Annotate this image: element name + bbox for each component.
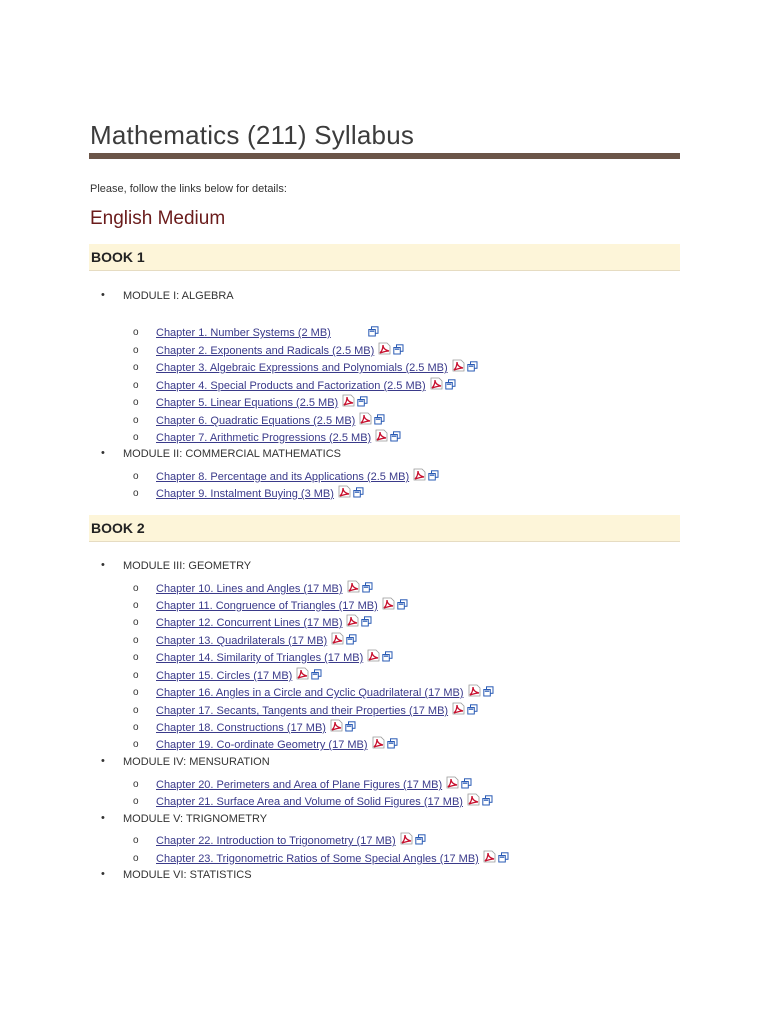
chapter-link[interactable]: Chapter 8. Percentage and its Applications (2.5 MB) <box>156 471 410 483</box>
chapter-row <box>156 687 494 700</box>
circle-bullet: o <box>133 415 139 426</box>
external-link-icon[interactable] <box>357 396 368 407</box>
pdf-icon[interactable] <box>413 468 426 481</box>
pdf-icon[interactable] <box>330 719 343 732</box>
circle-bullet: o <box>133 583 139 594</box>
pdf-icon[interactable] <box>359 412 372 425</box>
external-link-icon[interactable] <box>374 414 385 425</box>
external-link-icon[interactable] <box>461 778 472 789</box>
circle-bullet: o <box>133 327 139 338</box>
external-link-icon[interactable] <box>382 651 393 662</box>
external-link-icon[interactable] <box>346 634 357 645</box>
chapter-row <box>156 397 368 410</box>
external-link-icon[interactable] <box>361 616 372 627</box>
circle-bullet: o <box>133 397 139 408</box>
circle-bullet: o <box>133 488 139 499</box>
pdf-icon[interactable] <box>400 832 413 845</box>
chapter-link[interactable]: Chapter 6. Quadratic Equations (2.5 MB) <box>156 415 356 427</box>
pdf-icon[interactable] <box>331 632 344 645</box>
chapter-row <box>156 471 439 484</box>
pdf-icon[interactable] <box>296 667 309 680</box>
circle-bullet: o <box>133 687 139 698</box>
external-link-icon[interactable] <box>498 852 509 863</box>
chapter-link[interactable]: Chapter 15. Circles (17 MB) <box>156 670 293 682</box>
pdf-icon[interactable] <box>347 580 360 593</box>
book-label: BOOK 1 <box>91 249 145 265</box>
intro-text: Please, follow the links below for details: <box>90 183 287 195</box>
chapter-link[interactable]: Chapter 7. Arithmetic Progressions (2.5 MB) <box>156 432 372 444</box>
chapter-link[interactable]: Chapter 9. Instalment Buying (3 MB) <box>156 488 334 500</box>
chapter-row <box>156 362 478 375</box>
pdf-icon[interactable] <box>342 394 355 407</box>
pdf-icon[interactable] <box>346 614 359 627</box>
module-label: MODULE IV: MENSURATION <box>123 756 270 768</box>
chapter-link[interactable]: Chapter 5. Linear Equations (2.5 MB) <box>156 397 339 409</box>
book-label: BOOK 2 <box>91 520 145 536</box>
chapter-link[interactable]: Chapter 23. Trigonometric Ratios of Some Special Angles (17 MB) <box>156 853 479 865</box>
circle-bullet: o <box>133 652 139 663</box>
chapter-row <box>156 670 322 683</box>
chapter-row <box>156 380 456 393</box>
pdf-icon[interactable] <box>372 736 385 749</box>
chapter-row <box>156 705 478 718</box>
chapter-row <box>156 779 472 792</box>
chapter-row <box>156 739 398 752</box>
chapter-link[interactable]: Chapter 10. Lines and Angles (17 MB) <box>156 583 343 595</box>
external-link-icon[interactable] <box>467 361 478 372</box>
book-heading <box>89 515 680 542</box>
chapter-link[interactable]: Chapter 1. Number Systems (2 MB) <box>156 327 331 339</box>
pdf-icon[interactable] <box>467 793 480 806</box>
chapter-link[interactable]: Chapter 4. Special Products and Factorization (2.5 MB) <box>156 380 426 392</box>
disc-bullet: • <box>101 447 105 459</box>
chapter-row <box>156 722 356 735</box>
circle-bullet: o <box>133 670 139 681</box>
external-link-icon[interactable] <box>387 738 398 749</box>
circle-bullet: o <box>133 380 139 391</box>
chapter-row <box>156 345 404 358</box>
circle-bullet: o <box>133 853 139 864</box>
external-link-icon[interactable] <box>415 834 426 845</box>
chapter-row <box>156 415 385 428</box>
circle-bullet: o <box>133 471 139 482</box>
circle-bullet: o <box>133 705 139 716</box>
external-link-icon[interactable] <box>390 431 401 442</box>
disc-bullet: • <box>101 812 105 824</box>
external-link-icon[interactable] <box>467 704 478 715</box>
circle-bullet: o <box>133 835 139 846</box>
circle-bullet: o <box>133 796 139 807</box>
module-label: MODULE III: GEOMETRY <box>123 560 252 572</box>
external-link-icon[interactable] <box>311 669 322 680</box>
external-link-icon[interactable] <box>428 470 439 481</box>
pdf-icon[interactable] <box>452 359 465 372</box>
external-link-icon[interactable] <box>482 795 493 806</box>
chapter-link[interactable]: Chapter 19. Co-ordinate Geometry (17 MB) <box>156 739 368 751</box>
page-title: Mathematics (211) Syllabus <box>90 120 415 150</box>
chapter-link[interactable]: Chapter 20. Perimeters and Area of Plane Figures (17 MB) <box>156 779 443 791</box>
pdf-icon[interactable] <box>446 776 459 789</box>
pdf-icon[interactable] <box>382 597 395 610</box>
chapter-link[interactable]: Chapter 21. Surface Area and Volume of Solid Figures (17 MB) <box>156 796 463 808</box>
module-label: MODULE VI: STATISTICS <box>123 869 252 881</box>
chapter-row <box>156 835 426 848</box>
module-label: MODULE V: TRIGNOMETRY <box>123 813 268 825</box>
chapter-link[interactable]: Chapter 16. Angles in a Circle and Cyclic Quadrilateral (17 MB) <box>156 687 464 699</box>
external-link-icon[interactable] <box>445 379 456 390</box>
pdf-icon[interactable] <box>338 485 351 498</box>
chapter-row <box>156 327 379 340</box>
chapter-row <box>156 796 493 809</box>
book-heading <box>89 244 680 271</box>
pdf-icon[interactable] <box>483 850 496 863</box>
chapter-link[interactable]: Chapter 13. Quadrilaterals (17 MB) <box>156 635 328 647</box>
chapter-link[interactable]: Chapter 22. Introduction to Trigonometry (17 MB) <box>156 835 396 847</box>
chapter-row <box>156 432 401 445</box>
external-link-icon[interactable] <box>483 686 494 697</box>
disc-bullet: • <box>101 755 105 767</box>
circle-bullet: o <box>133 345 139 356</box>
pdf-icon[interactable] <box>378 342 391 355</box>
chapter-link[interactable]: Chapter 12. Concurrent Lines (17 MB) <box>156 617 343 629</box>
circle-bullet: o <box>133 362 139 373</box>
chapter-link[interactable]: Chapter 18. Constructions (17 MB) <box>156 722 326 734</box>
chapter-link[interactable]: Chapter 17. Secants, Tangents and their Properties (17 MB) <box>156 705 449 717</box>
pdf-icon[interactable] <box>468 684 481 697</box>
disc-bullet: • <box>101 559 105 571</box>
chapter-row <box>156 617 372 630</box>
external-link-icon[interactable] <box>362 582 373 593</box>
pdf-icon[interactable] <box>430 377 443 390</box>
external-link-icon[interactable] <box>353 487 364 498</box>
circle-bullet: o <box>133 617 139 628</box>
chapter-row <box>156 853 509 866</box>
chapter-row <box>156 600 408 613</box>
pdf-icon[interactable] <box>367 649 380 662</box>
circle-bullet: o <box>133 432 139 443</box>
circle-bullet: o <box>133 722 139 733</box>
external-link-icon[interactable] <box>397 599 408 610</box>
module-label: MODULE I: ALGEBRA <box>123 290 234 302</box>
chapter-row <box>156 488 364 501</box>
pdf-icon[interactable] <box>452 702 465 715</box>
title-divider <box>89 153 680 159</box>
module-label: MODULE II: COMMERCIAL MATHEMATICS <box>123 448 341 460</box>
external-link-icon[interactable] <box>393 344 404 355</box>
chapter-link[interactable]: Chapter 11. Congruence of Triangles (17 MB) <box>156 600 378 612</box>
chapter-row <box>156 635 357 648</box>
circle-bullet: o <box>133 600 139 611</box>
medium-heading: English Medium <box>90 208 226 229</box>
chapter-link[interactable]: Chapter 14. Similarity of Triangles (17 MB) <box>156 652 364 664</box>
disc-bullet: • <box>101 868 105 880</box>
circle-bullet: o <box>133 635 139 646</box>
chapter-row <box>156 652 393 665</box>
circle-bullet: o <box>133 779 139 790</box>
external-link-icon[interactable] <box>345 721 356 732</box>
chapter-link[interactable]: Chapter 2. Exponents and Radicals (2.5 MB) <box>156 345 375 357</box>
circle-bullet: o <box>133 739 139 750</box>
external-link-icon[interactable] <box>368 326 379 337</box>
pdf-icon[interactable] <box>375 429 388 442</box>
chapter-row <box>156 583 373 596</box>
chapter-link[interactable]: Chapter 3. Algebraic Expressions and Polynomials (2.5 MB) <box>156 362 448 374</box>
disc-bullet: • <box>101 289 105 301</box>
